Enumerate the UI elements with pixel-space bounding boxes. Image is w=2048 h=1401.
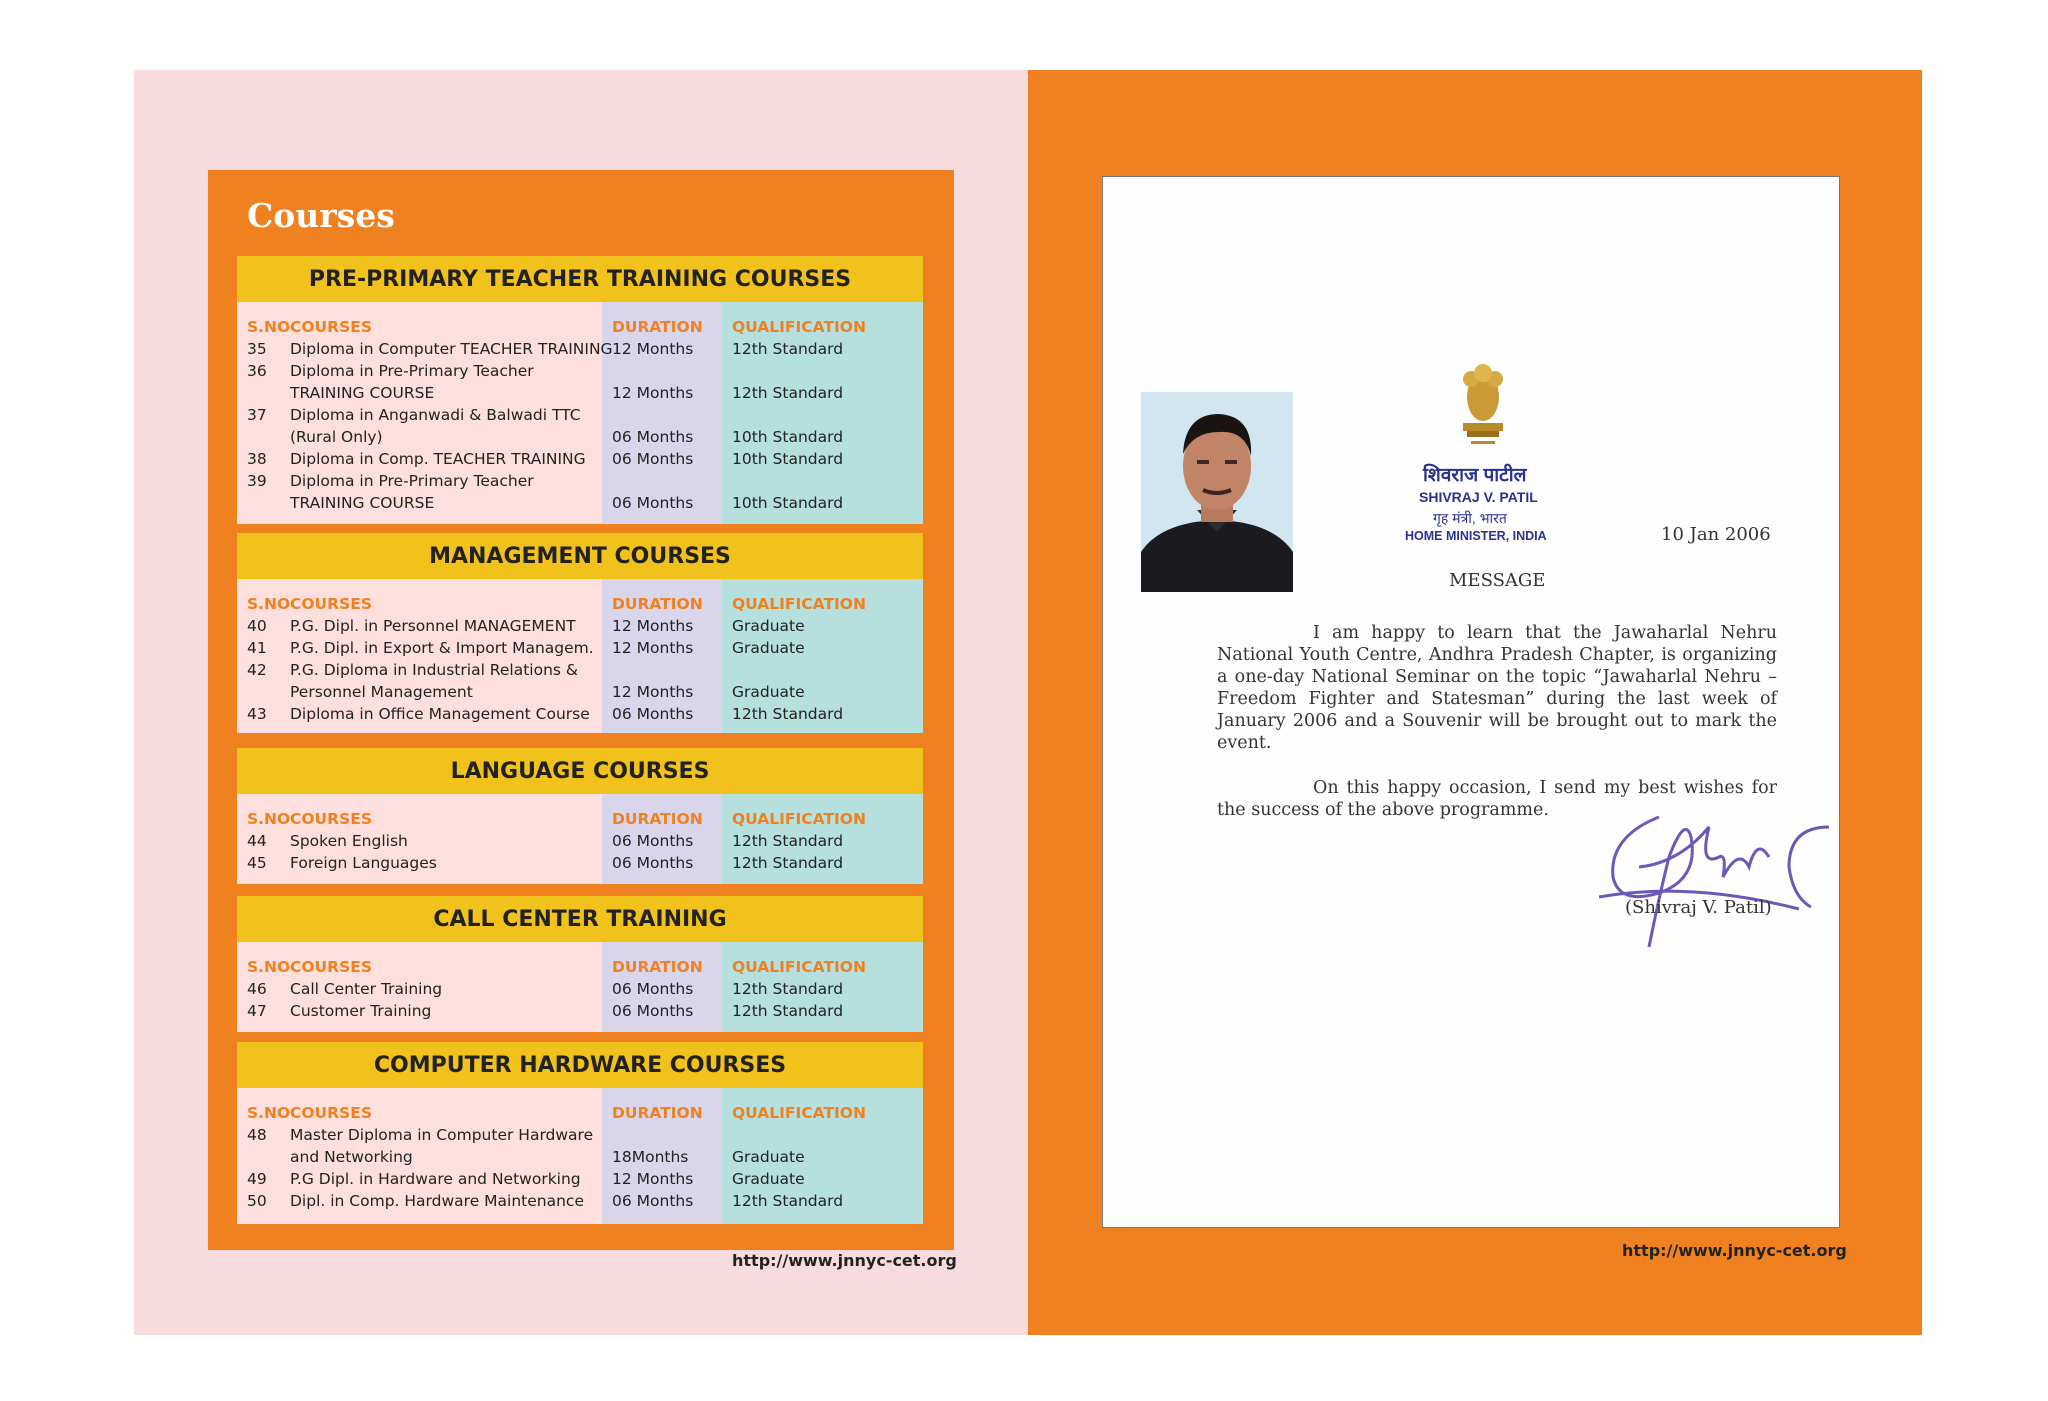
course-table xyxy=(237,302,923,514)
cell-course: Personnel Management xyxy=(290,683,473,701)
cell-course: Diploma in Pre-Primary Teacher xyxy=(290,472,534,490)
minister-title: HOME MINISTER, INDIA xyxy=(1405,529,1547,543)
cell-qualification: 12th Standard xyxy=(732,832,844,850)
brochure-spread xyxy=(134,70,1922,1335)
table-row xyxy=(237,360,923,382)
section-table xyxy=(237,942,923,1032)
table-row xyxy=(237,659,923,681)
national-emblem-icon xyxy=(1453,357,1513,447)
cell-course: Dipl. in Comp. Hardware Maintenance xyxy=(290,1192,584,1210)
cell-sno: 45 xyxy=(247,854,267,872)
cell-qualification: 10th Standard xyxy=(732,494,844,512)
cell-qualification: 12th Standard xyxy=(732,854,844,872)
message-heading: MESSAGE xyxy=(1449,570,1546,591)
website-url[interactable]: http://www.jnnyc-cet.org xyxy=(1622,1241,1847,1260)
cell-sno: 38 xyxy=(247,450,267,468)
section-table xyxy=(237,302,923,524)
course-table xyxy=(237,579,923,725)
table-header-row xyxy=(237,316,923,338)
table-row xyxy=(237,470,923,492)
column-header-duration: DURATION xyxy=(612,318,703,336)
cell-sno: 43 xyxy=(247,705,267,723)
cell-course: P.G Dipl. in Hardware and Networking xyxy=(290,1170,581,1188)
column-header-qualification: QUALIFICATION xyxy=(732,810,866,828)
course-section xyxy=(237,1042,923,1224)
section-title: COMPUTER HARDWARE COURSES xyxy=(237,1042,923,1088)
cell-course: (Rural Only) xyxy=(290,428,383,446)
cell-course: TRAINING COURSE xyxy=(290,384,435,402)
column-header-courses: COURSES xyxy=(290,1104,372,1122)
column-header-sno: S.NO xyxy=(247,810,291,828)
portrait-image xyxy=(1141,392,1293,592)
table-row xyxy=(237,978,923,1000)
cell-qualification: 10th Standard xyxy=(732,428,844,446)
cell-course: Diploma in Anganwadi & Balwadi TTC xyxy=(290,406,581,424)
message-letter xyxy=(1102,176,1840,1228)
cell-qualification: Graduate xyxy=(732,639,805,657)
minister-title-hindi: गृह मंत्री, भारत xyxy=(1433,510,1507,526)
cell-qualification: 12th Standard xyxy=(732,384,844,402)
cell-course: P.G. Dipl. in Export & Import Managem. xyxy=(290,639,594,657)
column-header-sno: S.NO xyxy=(247,958,291,976)
table-row xyxy=(237,681,923,703)
table-row xyxy=(237,448,923,470)
cell-duration: 06 Months xyxy=(612,450,694,468)
cell-duration: 12 Months xyxy=(612,1170,694,1188)
cell-duration: 12 Months xyxy=(612,384,694,402)
table-header-row xyxy=(237,593,923,615)
column-header-sno: S.NO xyxy=(247,1104,291,1122)
column-header-duration: DURATION xyxy=(612,958,703,976)
table-row xyxy=(237,338,923,360)
cell-sno: 46 xyxy=(247,980,267,998)
cell-duration: 06 Months xyxy=(612,494,694,512)
table-row xyxy=(237,615,923,637)
column-header-qualification: QUALIFICATION xyxy=(732,958,866,976)
cell-sno: 44 xyxy=(247,832,267,850)
cell-qualification: Graduate xyxy=(732,1148,805,1166)
cell-sno: 47 xyxy=(247,1002,267,1020)
table-header-row xyxy=(237,808,923,830)
cell-qualification: 12th Standard xyxy=(732,705,844,723)
table-row xyxy=(237,426,923,448)
cell-duration: 12 Months xyxy=(612,617,694,635)
cell-course: and Networking xyxy=(290,1148,413,1166)
column-header-duration: DURATION xyxy=(612,595,703,613)
signatory-name: (Shivraj V. Patil) xyxy=(1625,897,1772,918)
cell-course: Diploma in Office Management Course xyxy=(290,705,590,723)
letter-date: 10 Jan 2006 xyxy=(1661,524,1771,545)
cell-duration: 06 Months xyxy=(612,832,694,850)
table-row xyxy=(237,404,923,426)
courses-page xyxy=(134,70,1028,1335)
cell-qualification: 12th Standard xyxy=(732,1192,844,1210)
course-table xyxy=(237,1088,923,1212)
cell-duration: 06 Months xyxy=(612,1002,694,1020)
cell-qualification: 12th Standard xyxy=(732,340,844,358)
section-table xyxy=(237,579,923,733)
cell-qualification: Graduate xyxy=(732,1170,805,1188)
section-title: LANGUAGE COURSES xyxy=(237,748,923,794)
table-row xyxy=(237,852,923,874)
section-title: PRE-PRIMARY TEACHER TRAINING COURSES xyxy=(237,256,923,302)
cell-duration: 06 Months xyxy=(612,428,694,446)
message-page xyxy=(1028,70,1922,1335)
table-row xyxy=(237,1146,923,1168)
message-paragraph-1: I am happy to learn that the Jawaharlal Nehru National Youth Centre, Andhra Pradesh Chapter, is organizing a one-day National Seminar on the topic “Jawaharlal Nehru – Freedom Fighter and Statesman” during the last week of January 2006 and a Souvenir will be brought out to mark the event. xyxy=(1217,623,1777,753)
table-header-row xyxy=(237,956,923,978)
table-row xyxy=(237,1190,923,1212)
cell-qualification: Graduate xyxy=(732,683,805,701)
cell-duration: 06 Months xyxy=(612,980,694,998)
column-header-qualification: QUALIFICATION xyxy=(732,318,866,336)
table-row xyxy=(237,1000,923,1022)
column-header-courses: COURSES xyxy=(290,810,372,828)
course-section xyxy=(237,896,923,1032)
table-row xyxy=(237,830,923,852)
cell-qualification: 12th Standard xyxy=(732,980,844,998)
cell-course: Diploma in Computer TEACHER TRAINING xyxy=(290,340,613,358)
cell-qualification: 12th Standard xyxy=(732,1002,844,1020)
table-row xyxy=(237,382,923,404)
cell-duration: 18Months xyxy=(612,1148,689,1166)
cell-sno: 35 xyxy=(247,340,267,358)
cell-course: Spoken English xyxy=(290,832,408,850)
cell-sno: 42 xyxy=(247,661,267,679)
cell-sno: 48 xyxy=(247,1126,267,1144)
minister-name-hindi: शिवराज पाटील xyxy=(1423,465,1527,486)
cell-duration: 12 Months xyxy=(612,340,694,358)
cell-duration: 12 Months xyxy=(612,639,694,657)
course-table xyxy=(237,794,923,874)
minister-photo xyxy=(1141,392,1293,592)
table-row xyxy=(237,703,923,725)
cell-sno: 50 xyxy=(247,1192,267,1210)
column-header-sno: S.NO xyxy=(247,318,291,336)
cell-course: Diploma in Comp. TEACHER TRAINING xyxy=(290,450,586,468)
column-header-courses: COURSES xyxy=(290,595,372,613)
table-header-row xyxy=(237,1102,923,1124)
section-table xyxy=(237,794,923,884)
cell-sno: 49 xyxy=(247,1170,267,1188)
cell-course: P.G. Diploma in Industrial Relations & xyxy=(290,661,578,679)
cell-duration: 06 Months xyxy=(612,1192,694,1210)
table-row xyxy=(237,1168,923,1190)
column-header-sno: S.NO xyxy=(247,595,291,613)
section-title: CALL CENTER TRAINING xyxy=(237,896,923,942)
cell-sno: 40 xyxy=(247,617,267,635)
column-header-courses: COURSES xyxy=(290,958,372,976)
column-header-qualification: QUALIFICATION xyxy=(732,595,866,613)
cell-course: Foreign Languages xyxy=(290,854,437,872)
section-title: MANAGEMENT COURSES xyxy=(237,533,923,579)
cell-duration: 06 Months xyxy=(612,705,694,723)
column-header-duration: DURATION xyxy=(612,810,703,828)
cell-duration: 12 Months xyxy=(612,683,694,701)
course-section xyxy=(237,533,923,733)
table-row xyxy=(237,492,923,514)
cell-course: Master Diploma in Computer Hardware xyxy=(290,1126,594,1144)
table-row xyxy=(237,637,923,659)
minister-name: SHIVRAJ V. PATIL xyxy=(1419,489,1538,505)
courses-panel xyxy=(208,170,954,1250)
cell-sno: 37 xyxy=(247,406,267,424)
cell-sno: 39 xyxy=(247,472,267,490)
cell-qualification: 10th Standard xyxy=(732,450,844,468)
courses-title: Courses xyxy=(247,196,395,235)
cell-sno: 41 xyxy=(247,639,267,657)
cell-course: Call Center Training xyxy=(290,980,443,998)
cell-sno: 36 xyxy=(247,362,267,380)
column-header-qualification: QUALIFICATION xyxy=(732,1104,866,1122)
course-table xyxy=(237,942,923,1022)
signature-mark xyxy=(1599,797,1839,967)
section-table xyxy=(237,1088,923,1224)
cell-course: TRAINING COURSE xyxy=(290,494,435,512)
cell-qualification: Graduate xyxy=(732,617,805,635)
course-section xyxy=(237,256,923,524)
column-header-courses: COURSES xyxy=(290,318,372,336)
course-section xyxy=(237,748,923,884)
column-header-duration: DURATION xyxy=(612,1104,703,1122)
cell-course: Diploma in Pre-Primary Teacher xyxy=(290,362,534,380)
cell-course: P.G. Dipl. in Personnel MANAGEMENT xyxy=(290,617,576,635)
cell-duration: 06 Months xyxy=(612,854,694,872)
cell-course: Customer Training xyxy=(290,1002,432,1020)
table-row xyxy=(237,1124,923,1146)
message-paragraph-2: On this happy occasion, I send my best wishes for the success of the above programme. xyxy=(1217,778,1777,820)
website-url[interactable]: http://www.jnnyc-cet.org xyxy=(732,1251,957,1270)
